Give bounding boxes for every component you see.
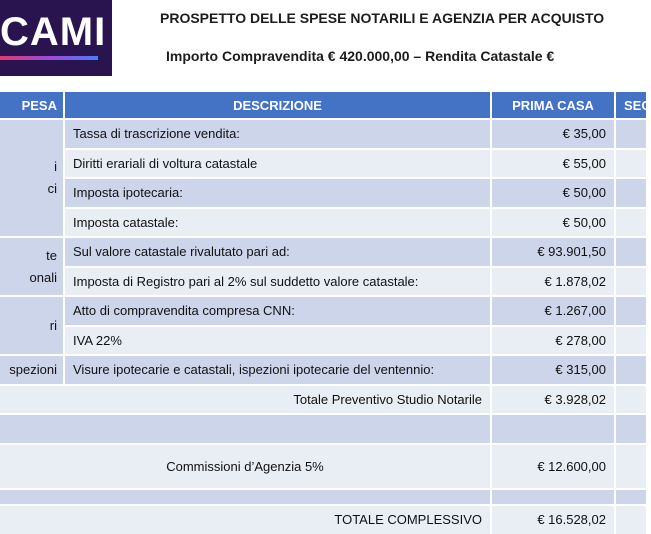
category-onorari	[0, 297, 63, 354]
table-row-desc: Imposta ipotecaria:	[65, 179, 490, 207]
table-row-value: € 93.901,50	[492, 238, 614, 266]
table-row-value: € 50,00	[492, 179, 614, 207]
logo-text: CAMI	[0, 10, 107, 54]
page-title: PROSPETTO DELLE SPESE NOTARILI E AGENZIA PER ACQUISTO	[160, 10, 605, 26]
category-fissi	[0, 120, 63, 236]
expense-table	[0, 92, 651, 528]
spacer-row	[0, 490, 490, 504]
table-row-value: € 35,00	[492, 120, 614, 148]
table-row-seconda	[616, 209, 646, 237]
spacer-row	[616, 490, 646, 504]
commissioni-label	[0, 445, 490, 489]
header-descrizione: DESCRIZIONE	[65, 92, 490, 118]
table-row-desc: Diritti erariali di voltura catastale	[65, 150, 490, 178]
table-row-seconda	[616, 297, 646, 325]
page-subtitle: Importo Compravendita € 420.000,00 – Rendita Catastale €	[166, 48, 555, 64]
table-row-desc: Visure ipotecarie e catastali, ispezioni ipotecarie del ventennio:	[65, 356, 490, 384]
category-fissi-label: i ci	[47, 159, 57, 196]
table-row-seconda	[616, 327, 646, 355]
table-row-desc: Sul valore catastale rivalutato pari ad:	[65, 238, 490, 266]
table-row-seconda	[616, 120, 646, 148]
table-row-value: € 50,00	[492, 209, 614, 237]
table-row-value: € 55,00	[492, 150, 614, 178]
table-row-seconda	[616, 238, 646, 266]
table-row-desc: Imposta catastale:	[65, 209, 490, 237]
header-spesa: PESA	[0, 92, 63, 118]
header-seconda-casa: SEC	[616, 92, 646, 118]
header-prima-casa: PRIMA CASA	[492, 92, 614, 118]
totale-notarile-value: € 3.928,02	[492, 386, 614, 414]
table-row-seconda	[616, 268, 646, 296]
category-onorari-label: ri	[49, 317, 57, 333]
category-imposte	[0, 238, 63, 295]
commissioni-value: € 12.600,00	[492, 445, 614, 489]
category-ispezioni-label: spezioni	[9, 361, 57, 377]
logo-underline	[0, 56, 98, 60]
totale-complessivo-seconda	[616, 506, 646, 534]
table-row-desc: IVA 22%	[65, 327, 490, 355]
table-row-seconda	[616, 150, 646, 178]
commissioni-seconda	[616, 445, 646, 489]
spacer-row	[616, 415, 646, 443]
table-row-value: € 1.267,00	[492, 297, 614, 325]
commissioni-label-text: Commissioni d’Agenzia 5%	[166, 458, 324, 474]
totale-complessivo-value: € 16.528,02	[492, 506, 614, 534]
table-row-value: € 278,00	[492, 327, 614, 355]
spacer-row	[492, 490, 614, 504]
table-row-desc: Atto di compravendita compresa CNN:	[65, 297, 490, 325]
spacer-row	[0, 415, 490, 443]
totale-notarile-label: Totale Preventivo Studio Notarile	[0, 386, 490, 414]
table-row-value: € 315,00	[492, 356, 614, 384]
table-row-desc: Imposta di Registro pari al 2% sul suddetto valore catastale:	[65, 268, 490, 296]
category-ispezioni	[0, 356, 63, 384]
spacer-row	[492, 415, 614, 443]
table-row-seconda	[616, 356, 646, 384]
category-imposte-label: te onali	[29, 247, 57, 285]
table-row-value: € 1.878,02	[492, 268, 614, 296]
cami-logo	[0, 0, 112, 76]
table-row-desc: Tassa di trascrizione vendita:	[65, 120, 490, 148]
totale-complessivo-label: TOTALE COMPLESSIVO	[0, 506, 490, 534]
table-row-seconda	[616, 179, 646, 207]
totale-notarile-seconda	[616, 386, 646, 414]
